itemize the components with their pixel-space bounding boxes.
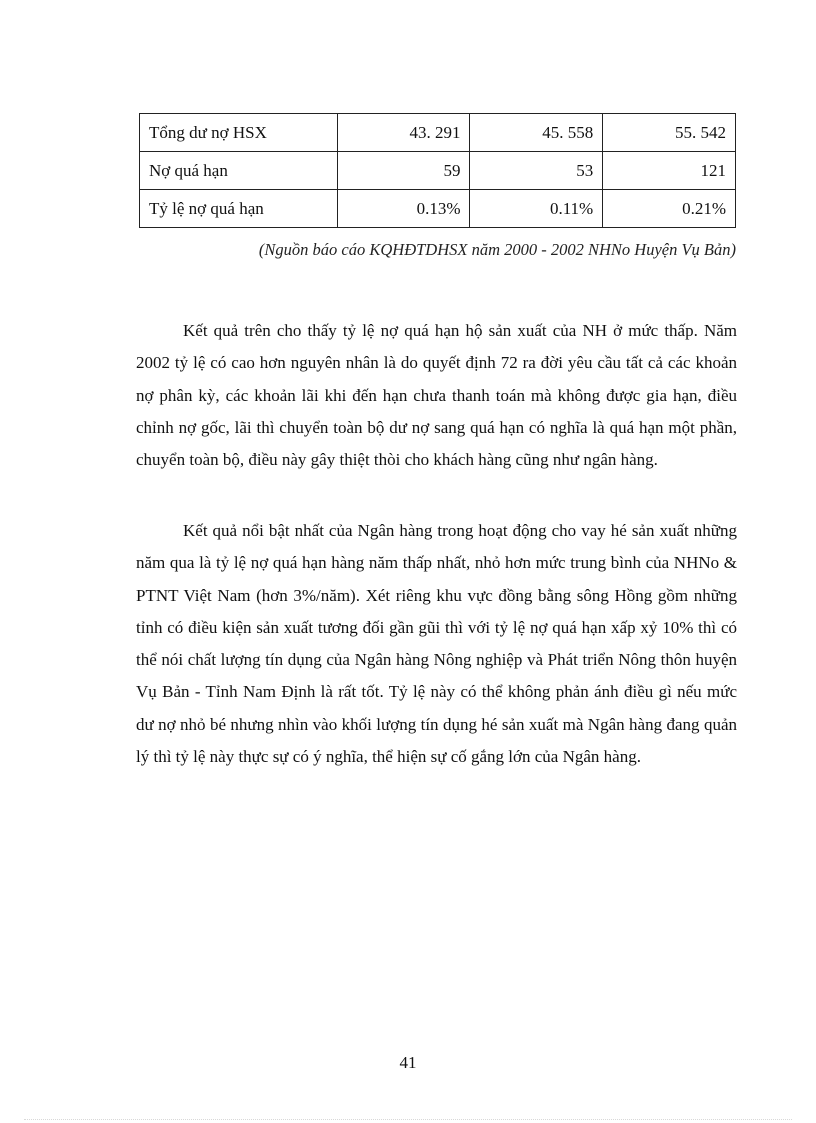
footer-divider: [24, 1119, 792, 1120]
table-cell: 55. 542: [603, 114, 736, 152]
table-cell: 59: [337, 152, 470, 190]
table-cell: 0.13%: [337, 190, 470, 228]
table-cell: 0.11%: [470, 190, 603, 228]
source-note: (Nguồn báo cáo KQHĐTDHSX năm 2000 - 2002 NHNo Huyện Vụ Bản): [258, 240, 736, 259]
paragraph-highlight: Kết quả nổi bật nhất của Ngân hàng trong hoạt động cho vay hé sản xuất những năm qua là tỷ lệ nợ quá hạn hàng năm thấp nhất, nhỏ hơn mức trung bình của NHNo & PTNT Việt Nam (hơn 3%/năm). Xét riêng khu vực đồng bằng sông Hồng gồm những tỉnh có điều kiện sản xuất tương đối gần gũi thì với tỷ lệ nợ quá hạn xấp xỷ 10% thì có thể nói chất lượng tín dụng của Ngân hàng Nông nghiệp và Phát triển Nông thôn huyện Vụ Bản - Tỉnh Nam Định là rất tốt. Tỷ lệ này có thể không phản ánh điều gì nếu mức dư nợ nhỏ bé nhưng nhìn vào khối lượng tín dụng hé sản xuất mà Ngân hàng đang quản lý thì tỷ lệ này thực sự có ý nghĩa, thể hiện sự cố gắng lớn của Ngân hàng.: [136, 521, 737, 767]
row-label: Tỷ lệ nợ quá hạn: [140, 190, 338, 228]
debt-table: [139, 113, 736, 228]
page-number: 41: [399, 1053, 417, 1072]
table-cell: 45. 558: [470, 114, 603, 152]
row-label: Nợ quá hạn: [140, 152, 338, 190]
table-cell: 0.21%: [603, 190, 736, 228]
table-row: [140, 190, 736, 228]
table-cell: 53: [470, 152, 603, 190]
table-cell: 121: [603, 152, 736, 190]
table-row: [140, 114, 736, 152]
row-label: Tổng dư nợ HSX: [140, 114, 338, 152]
table-cell: 43. 291: [337, 114, 470, 152]
paragraph-results: Kết quả trên cho thấy tỷ lệ nợ quá hạn hộ sản xuất của NH ở mức thấp. Năm 2002 tỷ lệ có cao hơn nguyên nhân là do quyết định 72 ra đời yêu cầu tất cả các khoản nợ phân kỳ, các khoản lãi khi đến hạn chưa thanh toán mà không được gia hạn, điều chỉnh nợ gốc, lãi thì chuyển toàn bộ dư nợ sang quá hạn có nghĩa là quá hạn một phần, chuyển toàn bộ, điều này gây thiệt thòi cho khách hàng cũng như ngân hàng.: [136, 321, 737, 470]
table-row: [140, 152, 736, 190]
